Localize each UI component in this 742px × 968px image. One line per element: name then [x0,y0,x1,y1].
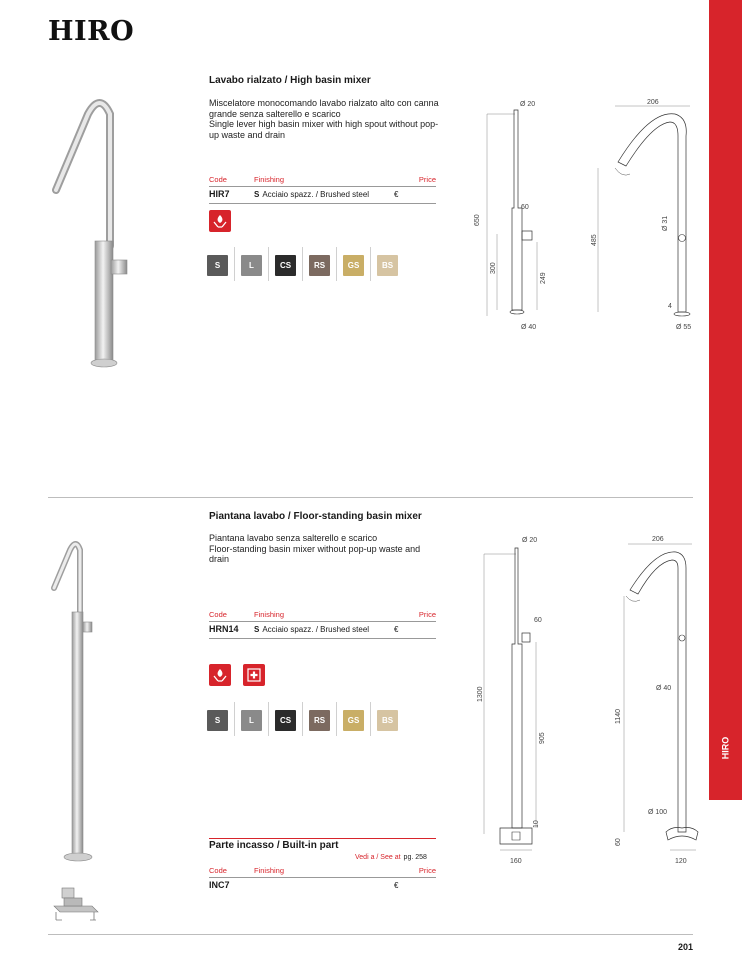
table-rule [209,638,436,639]
product-title: Piantana lavabo / Floor-standing basin mixer [209,511,422,522]
svg-text:249: 249 [540,272,547,284]
svg-text:905: 905 [539,732,546,744]
technical-drawing-side [475,96,555,336]
swatch-l[interactable]: L [241,255,262,276]
svg-text:Ø 100: Ø 100 [648,809,668,816]
svg-text:Ø 40: Ø 40 [656,685,672,692]
swatch-rs[interactable]: RS [309,255,330,276]
side-tab [709,0,742,800]
svg-text:160: 160 [510,858,522,865]
table-row: INC7 € [209,880,399,890]
product-image-built-in-part [52,884,100,924]
swatch-bs[interactable]: BS [377,710,398,731]
product-title: Lavabo rialzato / High basin mixer [209,75,371,86]
table-header: Code Finishing Price [209,175,436,187]
swatch-s[interactable]: S [207,710,228,731]
first-aid-icon [243,664,265,686]
svg-text:Ø 20: Ø 20 [520,101,536,108]
svg-text:4: 4 [668,303,672,310]
table-header: Code Finishing Price [209,610,436,622]
svg-text:1300: 1300 [477,686,484,702]
product-description: Miscelatore monocomando lavabo rialzato alto con canna grande senza salterello e scarico Single lever high basin mixer with high spout without pop-up waste and drain [209,98,439,140]
svg-text:485: 485 [591,234,598,246]
builtin-rule [209,838,436,839]
product-image-floor-standing-mixer [48,538,128,868]
footer-rule [48,934,693,935]
finish-swatches [207,710,411,731]
faucet-icon [209,210,231,232]
svg-text:Ø 40: Ø 40 [521,324,537,331]
product-description: Piantana lavabo senza salterello e scarico Floor-standing basin mixer without pop-up waste and drain [209,533,421,564]
swatch-cs[interactable]: CS [275,255,296,276]
svg-text:Ø 55: Ø 55 [676,324,692,331]
swatch-gs[interactable]: GS [343,710,364,731]
table-header: Code Finishing Price [209,866,436,878]
page-number: 201 [677,942,693,952]
product-image-high-basin-mixer [48,98,138,370]
technical-drawing-front [590,96,700,336]
svg-text:10: 10 [533,820,540,828]
side-tab-label: HIRO [720,736,731,760]
table-rule [209,203,436,204]
swatch-bs[interactable]: BS [377,255,398,276]
swatch-s[interactable]: S [207,255,228,276]
svg-text:60: 60 [615,838,622,846]
section-divider [48,497,693,498]
table-row: HIR7 S Acciaio spazz. / Brushed steel € [209,189,399,199]
svg-text:120: 120 [675,858,687,865]
svg-text:300: 300 [490,262,497,274]
swatch-l[interactable]: L [241,710,262,731]
technical-drawing-front [600,532,700,872]
faucet-icon [209,664,231,686]
svg-text:1140: 1140 [615,708,622,724]
swatch-gs[interactable]: GS [343,255,364,276]
table-row: HRN14 S Acciaio spazz. / Brushed steel € [209,624,399,634]
finish-swatches [207,255,411,276]
builtin-title: Parte incasso / Built-in part [209,840,339,851]
builtin-table [209,866,436,892]
product-table [209,175,436,201]
svg-text:650: 650 [474,214,481,226]
svg-text:60: 60 [534,617,542,624]
swatch-rs[interactable]: RS [309,710,330,731]
technical-drawing-side [470,532,560,872]
see-at-link[interactable]: Vedi a / See at pg. 258 [355,854,427,861]
svg-text:60: 60 [521,204,529,211]
brand-title: HIRO [48,16,135,47]
svg-text:206: 206 [652,536,664,543]
svg-text:Ø 31: Ø 31 [662,215,669,231]
swatch-cs[interactable]: CS [275,710,296,731]
svg-text:Ø 20: Ø 20 [522,537,538,544]
svg-text:206: 206 [647,99,659,106]
product-table [209,610,436,636]
